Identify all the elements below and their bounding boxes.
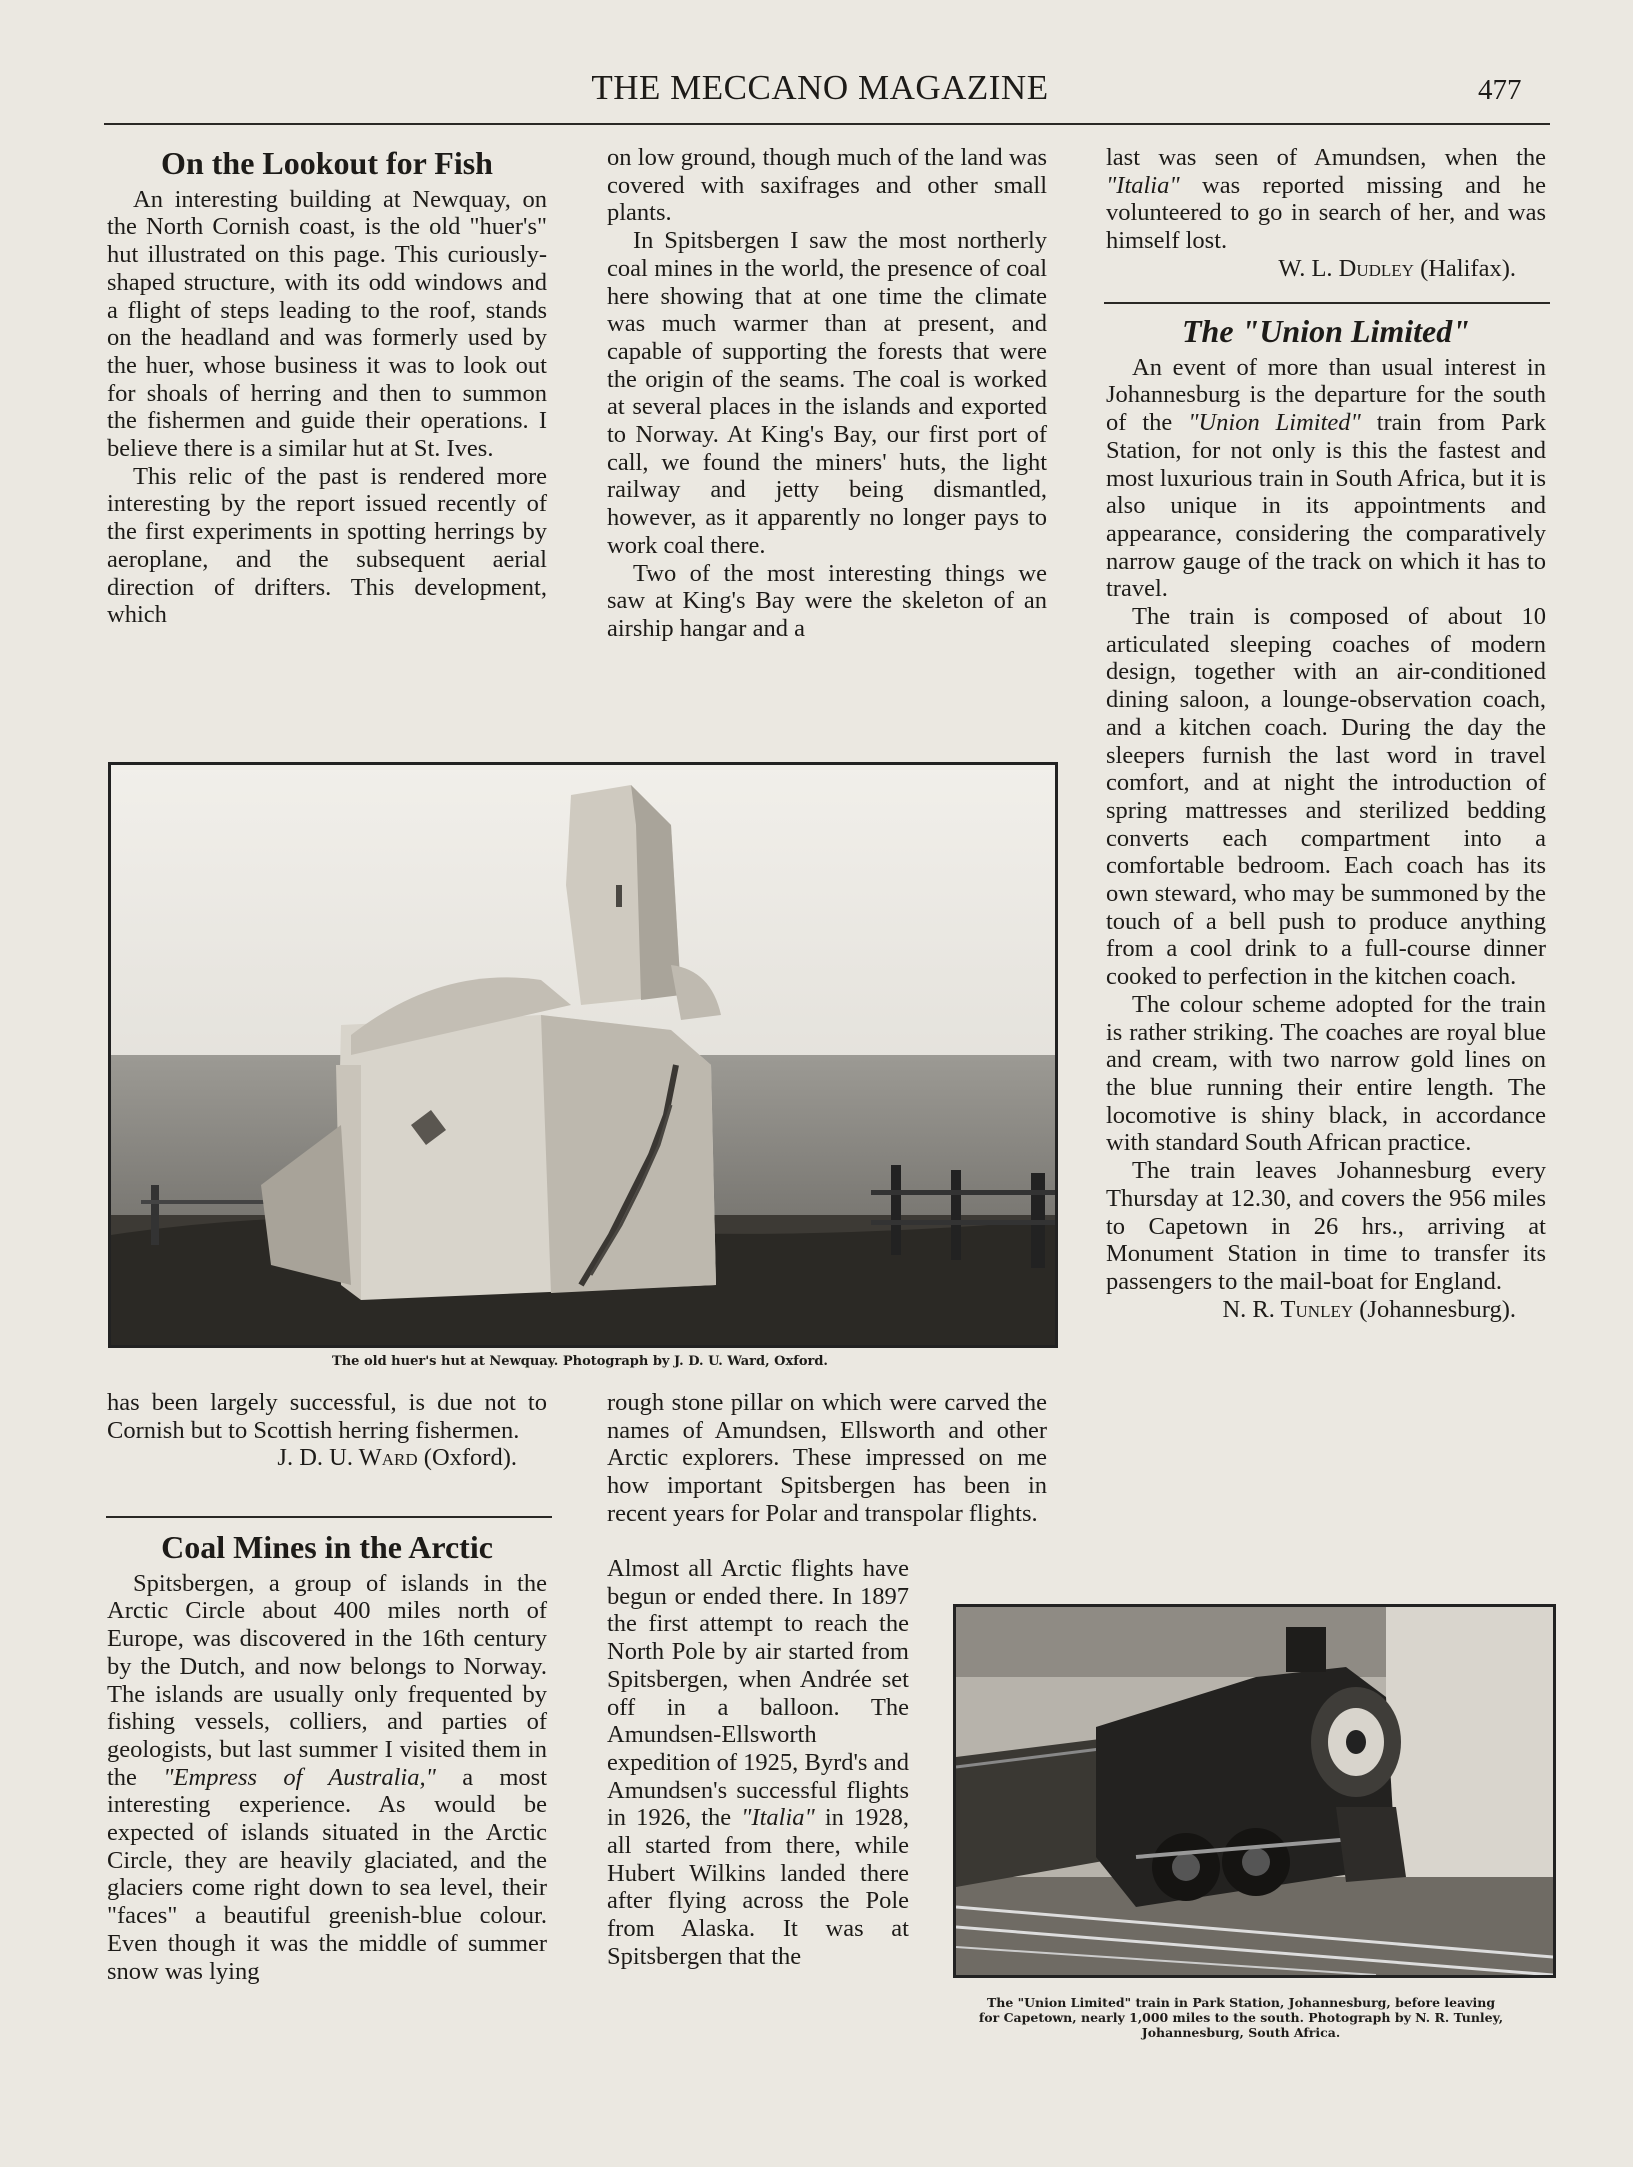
column-1-bottom xyxy=(107,1389,547,1472)
train-photo-caption xyxy=(935,1995,1547,2040)
union-paragraph-1 xyxy=(1106,354,1546,603)
union-train-name: "Union Limited" xyxy=(1188,409,1361,437)
arctic-c3-text-b: was reported missing and he volunteered to go in search of her, and was himself lost. xyxy=(1106,171,1546,255)
huer-hut-photo xyxy=(108,762,1058,1348)
heading-lookout: On the Lookout for Fish xyxy=(161,145,493,181)
union-paragraph-4: The train leaves Johannesburg every Thursday at 12.30, and covers the 956 miles to Capetown in 26 hrs., arriving at Monument Station in time to transfer its passengers to the mail-boat for England. xyxy=(1106,1157,1546,1295)
column-1-divider xyxy=(106,1516,552,1518)
union-p1-text-a: An event of more than usual interest in Johannesburg is the departure for the south of the xyxy=(1106,353,1546,437)
lookout-signature xyxy=(107,1444,547,1472)
column-3-divider xyxy=(1104,302,1550,304)
arctic-paragraph-c2-5 xyxy=(607,1555,909,1971)
arctic-c3-text-a: last was seen of Amundsen, when the xyxy=(1106,144,1546,171)
arctic-paragraph-1b-text: a most interesting experience. As would be expected of islands situated in the Arctic Circle, they are heavily glaciated, and the glaciers come right down to sea level, their "faces" a beautiful greenish-blue colour. Even though it was the middle of summer snow was lying xyxy=(107,1763,548,1985)
column-2-narrow xyxy=(607,1555,909,1971)
heading-union-limited xyxy=(1106,313,1546,349)
column-3 xyxy=(1106,144,1546,283)
lookout-paragraph-1: An interesting building at Newquay, on the North Cornish coast, is the old "huer's" hut illustrated on this page. This curiously-shaped structure, with its odd windows and a flight of steps leading to the roof, stands on the headland and was formerly used by the huer, whose business it was to look out for shoals of herring and then to summon the fishermen and guide their operations. I believe there is a similar hut at St. Ives. xyxy=(107,185,547,463)
lookout-signature-name: J. D. U. Ward xyxy=(277,1444,418,1472)
lookout-paragraph-2: This relic of the past is rendered more interesting by the report issued recently of the first experiments in spotting herrings by aeroplane, and the subsequent aerial direction of drifters. This development, which xyxy=(107,462,547,629)
header-rule xyxy=(104,123,1550,125)
arctic-ship-name: "Empress of Australia," xyxy=(163,1763,436,1791)
arctic-paragraph-1 xyxy=(107,1570,547,1986)
arctic-italia-name: "Italia" xyxy=(741,1804,815,1832)
train-caption-line-2: for Capetown, nearly 1,000 miles to the south. Photograph by N. R. Tunley, xyxy=(978,2010,1504,2025)
column-3-union xyxy=(1106,313,1546,1323)
arctic-paragraph-1-text: Spitsbergen, a group of islands in the Arctic Circle about 400 miles north of Europe, was discovered in the 16th century by the Dutch, and now belongs to Norway. The islands are usually only frequented by fishing vessels, colliers, and parties of geologists, but last summer I visited them in the xyxy=(107,1569,547,1791)
column-2-bottom xyxy=(607,1389,1047,1528)
heading-arctic: Coal Mines in the Arctic xyxy=(161,1529,493,1565)
union-signature-place: (Johannesburg). xyxy=(1359,1295,1516,1323)
arctic-signature-name: W. L. Dudley xyxy=(1278,254,1414,282)
page-header xyxy=(0,68,1633,118)
train-caption-line-3: Johannesburg, South Africa. xyxy=(1141,2025,1341,2040)
train-caption-line-1: The "Union Limited" train in Park Station, Johannesburg, before leaving xyxy=(986,1995,1496,2010)
column-1-top xyxy=(107,145,547,629)
arctic-paragraph-c2-5-text: Almost all Arctic flights have begun or ended there. In 1897 the first attempt to reach the North Pole by air started from Spitsbergen, when Andrée set off in a balloon. The Amundsen-Ellsworth expedition of 1925, Byrd's and Amundsen's successful flights in 1926, the xyxy=(607,1555,909,1832)
arctic-paragraph-c3-1 xyxy=(1106,144,1546,255)
union-signature xyxy=(1106,1296,1546,1324)
union-p1-text-b: train from Park Station, for not only is this the fastest and most luxurious train in South Africa, but it is also unique in its appointments and appearance, considering the comparatively narrow gauge of the track on which it has to travel. xyxy=(1106,409,1546,603)
column-1-arctic xyxy=(107,1529,548,1985)
arctic-c3-italia: "Italia" xyxy=(1106,171,1180,199)
lookout-paragraph-3: has been largely successful, is due not to Cornish but to Scottish herring fishermen. xyxy=(107,1389,547,1444)
arctic-signature xyxy=(1106,255,1546,283)
union-signature-name: N. R. Tunley xyxy=(1222,1295,1354,1323)
train-illustration xyxy=(956,1607,1553,1975)
arctic-paragraph-c2-2: In Spitsbergen I saw the most northerly coal mines in the world, the presence of coal here showing that at one time the climate was much warmer than at present, and capable of supporting the forests that were the origin of the seams. The coal is worked at several places in the islands and exported to Norway. At King's Bay, our first port of call, we found the miners' huts, the light railway and jetty being dismantled, however, as it apparently no longer pays to work coal there. xyxy=(607,227,1047,559)
arctic-signature-place: (Halifax). xyxy=(1420,254,1516,282)
column-2-top xyxy=(607,144,1047,643)
hut-photo-caption: The old huer's hut at Newquay. Photograph by J. D. U. Ward, Oxford. xyxy=(332,1354,828,1369)
page-number: 477 xyxy=(1478,74,1522,106)
huer-hut-illustration xyxy=(111,765,1055,1345)
union-limited-train-photo xyxy=(953,1604,1556,1978)
arctic-paragraph-c2-1: on low ground, though much of the land was covered with saxifrages and other small plants. xyxy=(607,144,1047,227)
arctic-paragraph-c2-3: Two of the most interesting things we saw at King's Bay were the skeleton of an airship hangar and a xyxy=(607,559,1047,642)
union-paragraph-3: The colour scheme adopted for the train is rather striking. The coaches are royal blue and cream, with two narrow gold lines on the blue running their entire length. The locomotive is shiny black, in accordance with standard South African practice. xyxy=(1106,990,1546,1157)
heading-union-limited-text: The "Union Limited" xyxy=(1182,313,1470,349)
arctic-paragraph-c2-4: rough stone pillar on which were carved the names of Amundsen, Ellsworth and other Arctic explorers. These impressed on me how important Spitsbergen has been in recent years for Polar and transpolar flights. xyxy=(607,1389,1047,1527)
arctic-paragraph-c2-5b-text: in 1928, all started from there, while Hubert Wilkins landed there after flying across the Pole from Alaska. It was at Spitsbergen that the xyxy=(607,1804,910,1970)
lookout-signature-place: (Oxford). xyxy=(423,1444,517,1472)
magazine-title: THE MECCANO MAGAZINE xyxy=(591,68,1049,107)
union-paragraph-2: The train is composed of about 10 articulated sleeping coaches of modern design, together with an air-conditioned dining saloon, a lounge-observation coach, and a kitchen coach. During the day the sleepers furnish the last word in travel comfort, and at night the introduction of spring mattresses and sterilized bedding converts each compartment into a comfortable bedroom. Each coach has its own steward, who may be summoned by the touch of a bell push to produce anything from a cool drink to a full-course dinner cooked to perfection in the kitchen coach. xyxy=(1106,603,1546,991)
